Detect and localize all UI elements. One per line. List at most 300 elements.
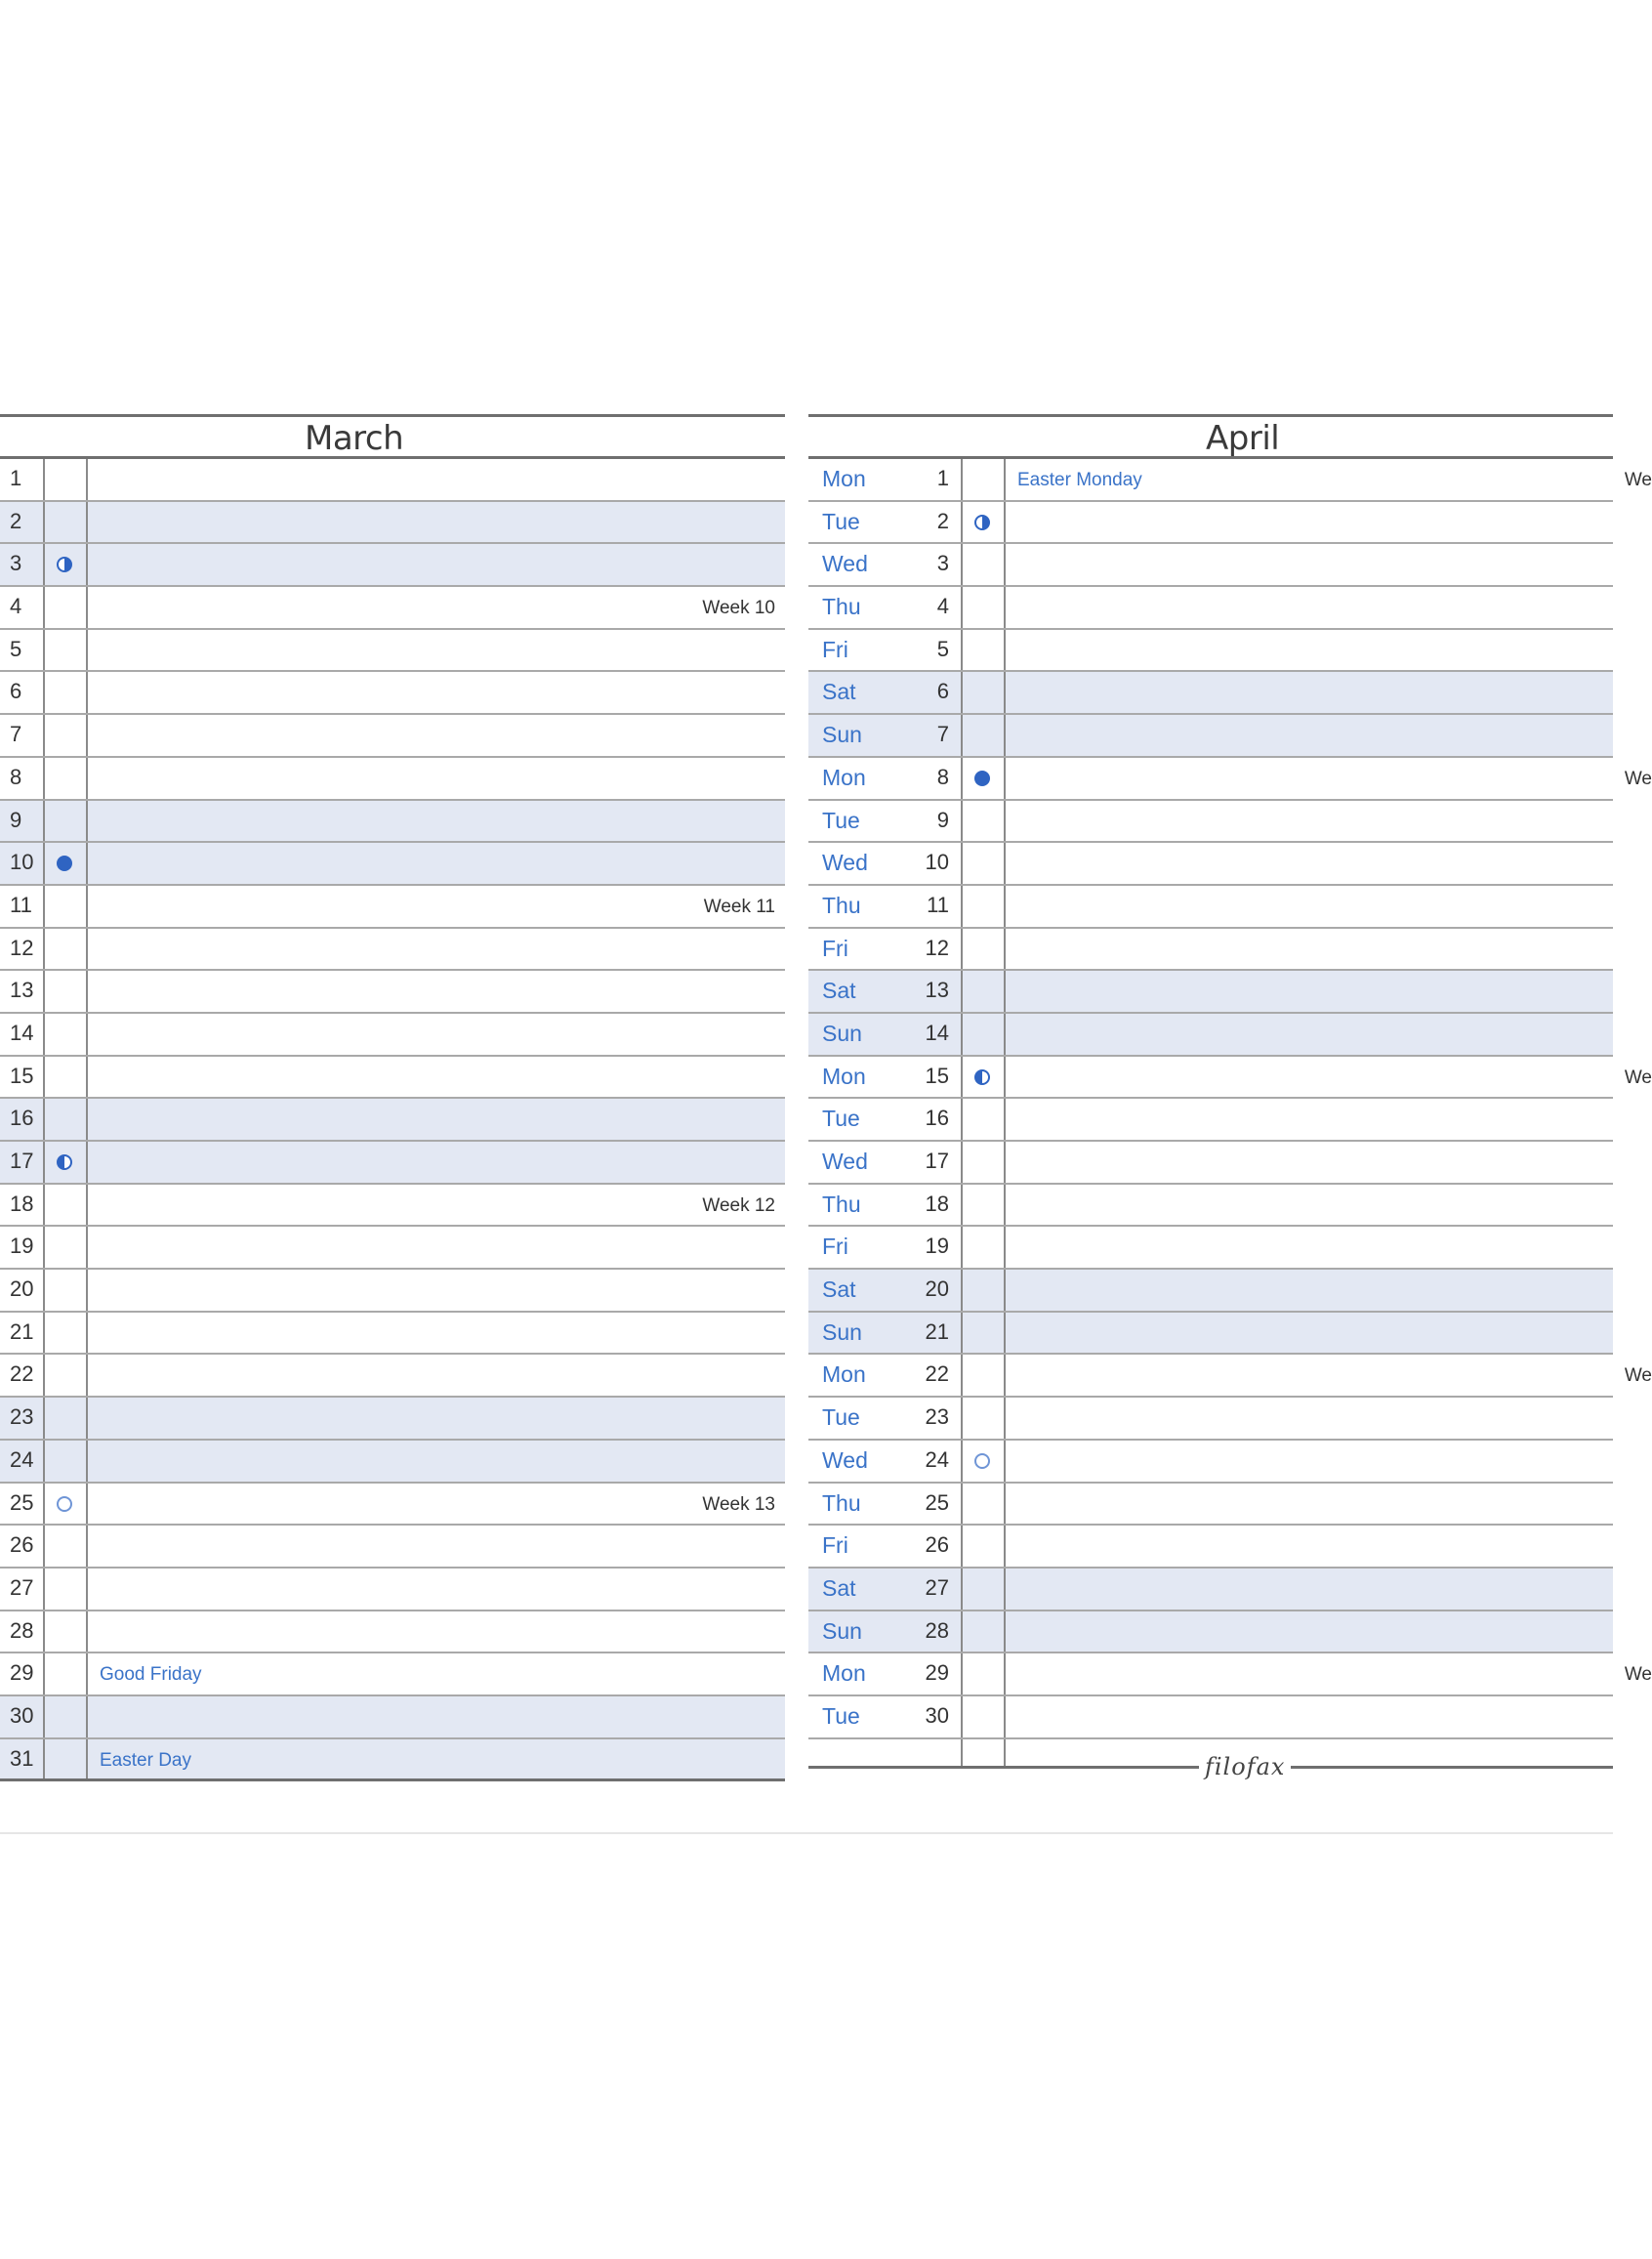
- month-title: March: [305, 419, 404, 458]
- note-area[interactable]: [88, 801, 785, 842]
- weekday-label: Thu: [822, 1489, 861, 1516]
- date-number: 14: [883, 1014, 963, 1055]
- note-area[interactable]: [1006, 502, 1613, 543]
- note-area[interactable]: [88, 1398, 785, 1439]
- date-number: 3: [0, 544, 45, 585]
- note-area[interactable]: [88, 1526, 785, 1567]
- first-quarter-moon-icon: [57, 557, 72, 572]
- new-moon-icon: [57, 1496, 72, 1512]
- moon-phase-cell: [45, 1014, 88, 1055]
- moon-phase-cell: [45, 1398, 88, 1439]
- april-footer: [808, 1739, 1613, 1782]
- day-row[interactable]: [0, 502, 785, 545]
- moon-phase-cell: [45, 929, 88, 970]
- note-area[interactable]: [1006, 1313, 1613, 1354]
- day-row[interactable]: [0, 1526, 785, 1569]
- weekday-label: Mon: [822, 1660, 866, 1687]
- day-row[interactable]: [808, 672, 1613, 715]
- note-area[interactable]: [88, 1142, 785, 1183]
- day-row[interactable]: [808, 715, 1613, 758]
- filofax-logo: filofax: [1199, 1753, 1291, 1780]
- day-row[interactable]: [0, 758, 785, 801]
- date-number: 31: [0, 1739, 45, 1779]
- date-number: 25: [0, 1484, 45, 1525]
- day-row[interactable]: [0, 1569, 785, 1611]
- date-number: 30: [0, 1696, 45, 1737]
- moon-phase-cell: [963, 1099, 1006, 1140]
- date-number: 11: [0, 886, 45, 927]
- week-number: Week 13: [702, 1493, 775, 1515]
- weekday-label: Fri: [822, 935, 848, 961]
- moon-phase-cell: [963, 715, 1006, 756]
- moon-phase-cell: [45, 843, 88, 884]
- day-row[interactable]: [0, 1398, 785, 1441]
- date-number: 1: [883, 459, 963, 500]
- moon-phase-cell: [45, 587, 88, 628]
- note-area[interactable]: [88, 1270, 785, 1311]
- date-number: 20: [0, 1270, 45, 1311]
- day-row[interactable]: [808, 587, 1613, 630]
- date-number: 15: [0, 1057, 45, 1098]
- moon-phase-cell: [45, 1696, 88, 1737]
- moon-phase-cell: [963, 971, 1006, 1012]
- date-number: 2: [0, 502, 45, 543]
- month-title: April: [1206, 419, 1280, 458]
- moon-phase-cell: [963, 1526, 1006, 1567]
- moon-phase-cell: [963, 1057, 1006, 1098]
- date-number: 30: [883, 1696, 963, 1737]
- weekday-label: Wed: [822, 850, 868, 876]
- day-row[interactable]: [0, 801, 785, 844]
- note-area[interactable]: [1006, 1185, 1613, 1226]
- date-number: 19: [883, 1227, 963, 1268]
- note-area[interactable]: [1006, 544, 1613, 585]
- moon-phase-cell: [45, 758, 88, 799]
- moon-phase-cell: [45, 1313, 88, 1354]
- april-day-list: [808, 459, 1652, 1739]
- date-number: 17: [0, 1142, 45, 1183]
- moon-phase-cell: [963, 1653, 1006, 1694]
- weekday-label: Tue: [822, 508, 860, 534]
- date-number: 26: [0, 1526, 45, 1567]
- weekday-label: Sat: [822, 679, 856, 705]
- holiday-label: Easter Day: [100, 1749, 191, 1771]
- date-number: 9: [0, 801, 45, 842]
- moon-phase-cell: [45, 1142, 88, 1183]
- weekday-label: Sat: [822, 1276, 856, 1303]
- day-row[interactable]: [0, 1227, 785, 1270]
- note-area[interactable]: [88, 1696, 785, 1737]
- moon-phase-cell: [963, 886, 1006, 927]
- note-area[interactable]: [1006, 886, 1613, 927]
- note-area[interactable]: [1006, 587, 1613, 628]
- moon-phase-cell: [963, 672, 1006, 713]
- note-area[interactable]: [88, 843, 785, 884]
- moon-phase-cell: [45, 1653, 88, 1694]
- week-number: We: [1624, 1365, 1652, 1387]
- moon-phase-cell: [45, 1185, 88, 1226]
- day-row[interactable]: [0, 1313, 785, 1356]
- date-number: 16: [883, 1099, 963, 1140]
- moon-phase-cell: [963, 1142, 1006, 1183]
- day-row[interactable]: [808, 1569, 1613, 1611]
- moon-phase-cell: [45, 886, 88, 927]
- date-number: 27: [883, 1569, 963, 1610]
- note-area[interactable]: [88, 502, 785, 543]
- date-number: 3: [883, 544, 963, 585]
- note-area[interactable]: [1006, 1355, 1652, 1396]
- day-row[interactable]: [0, 459, 785, 502]
- day-row[interactable]: [0, 587, 785, 630]
- note-area[interactable]: [1006, 1526, 1613, 1567]
- day-row[interactable]: [0, 1611, 785, 1654]
- weekday-label: Wed: [822, 1446, 868, 1473]
- moon-phase-cell: [963, 758, 1006, 799]
- weekday-label: Mon: [822, 466, 866, 491]
- moon-phase-cell: [45, 1355, 88, 1396]
- moon-phase-cell: [45, 459, 88, 500]
- last-quarter-moon-icon: [974, 1069, 990, 1085]
- moon-column-end: [963, 1739, 1006, 1767]
- date-number: 6: [0, 672, 45, 713]
- note-area[interactable]: [88, 630, 785, 671]
- note-area[interactable]: [88, 1057, 785, 1098]
- week-number: We: [1624, 768, 1652, 789]
- march-day-list: [0, 459, 785, 1781]
- date-number: 7: [0, 715, 45, 756]
- date-number: 6: [883, 672, 963, 713]
- day-row[interactable]: [0, 1185, 785, 1228]
- day-row[interactable]: [808, 1696, 1613, 1739]
- moon-phase-cell: [963, 843, 1006, 884]
- moon-phase-cell: [963, 1014, 1006, 1055]
- note-area[interactable]: [88, 929, 785, 970]
- date-number: 10: [883, 843, 963, 884]
- date-number: 22: [883, 1355, 963, 1396]
- date-column-end: [883, 1739, 963, 1767]
- new-moon-icon: [974, 1453, 990, 1469]
- day-row[interactable]: [0, 1099, 785, 1142]
- date-number: 15: [883, 1057, 963, 1098]
- day-row[interactable]: [808, 502, 1613, 545]
- moon-phase-cell: [963, 1441, 1006, 1482]
- date-number: 14: [0, 1014, 45, 1055]
- day-row[interactable]: [808, 1441, 1613, 1484]
- day-row[interactable]: [808, 929, 1613, 972]
- date-number: 4: [0, 587, 45, 628]
- date-number: 18: [0, 1185, 45, 1226]
- day-row[interactable]: [808, 1355, 1652, 1398]
- date-number: 18: [883, 1185, 963, 1226]
- note-area[interactable]: [1006, 843, 1613, 884]
- date-number: 13: [883, 971, 963, 1012]
- day-row[interactable]: [0, 630, 785, 673]
- date-number: 26: [883, 1526, 963, 1567]
- note-area[interactable]: [1006, 1484, 1613, 1525]
- note-area[interactable]: [88, 1611, 785, 1652]
- full-moon-icon: [974, 771, 990, 786]
- moon-phase-cell: [963, 1355, 1006, 1396]
- day-row[interactable]: [808, 1227, 1613, 1270]
- day-row[interactable]: [808, 1484, 1613, 1527]
- moon-phase-cell: [963, 1398, 1006, 1439]
- holiday-label: Good Friday: [100, 1664, 202, 1686]
- date-number: 29: [0, 1653, 45, 1694]
- week-number: We: [1624, 1664, 1652, 1686]
- date-number: 12: [883, 929, 963, 970]
- day-row[interactable]: [0, 971, 785, 1014]
- day-row[interactable]: [808, 1142, 1613, 1185]
- weekday-label: Thu: [822, 892, 861, 918]
- date-number: 4: [883, 587, 963, 628]
- note-area[interactable]: [88, 886, 785, 927]
- note-area[interactable]: [88, 1227, 785, 1268]
- day-row[interactable]: [0, 1696, 785, 1739]
- note-area[interactable]: [1006, 1270, 1613, 1311]
- note-area[interactable]: [1006, 459, 1652, 500]
- weekday-label: Sun: [822, 1617, 862, 1644]
- moon-phase-cell: [963, 544, 1006, 585]
- day-row[interactable]: [0, 1057, 785, 1100]
- moon-phase-cell: [45, 502, 88, 543]
- moon-phase-cell: [963, 1270, 1006, 1311]
- date-number: 17: [883, 1142, 963, 1183]
- moon-phase-cell: [45, 971, 88, 1012]
- moon-phase-cell: [45, 1057, 88, 1098]
- first-quarter-moon-icon: [974, 515, 990, 530]
- weekday-label: Fri: [822, 636, 848, 662]
- date-number: 28: [0, 1611, 45, 1652]
- weekday-label: Tue: [822, 1702, 860, 1729]
- weekday-label: Sun: [822, 1020, 862, 1046]
- day-row[interactable]: [808, 843, 1613, 886]
- day-row[interactable]: [0, 1653, 785, 1696]
- moon-phase-cell: [45, 801, 88, 842]
- date-number: 29: [883, 1653, 963, 1694]
- note-area[interactable]: [1006, 1441, 1613, 1482]
- moon-phase-cell: [963, 459, 1006, 500]
- note-area[interactable]: [1006, 1057, 1652, 1098]
- day-row[interactable]: [808, 544, 1613, 587]
- week-number: We: [1624, 1067, 1652, 1088]
- note-area[interactable]: [1006, 715, 1613, 756]
- note-area[interactable]: [88, 1355, 785, 1396]
- date-number: 20: [883, 1270, 963, 1311]
- note-area[interactable]: [1006, 1398, 1613, 1439]
- day-row[interactable]: [808, 1099, 1613, 1142]
- day-row[interactable]: [0, 929, 785, 972]
- note-area[interactable]: [1006, 801, 1613, 842]
- date-number: 24: [883, 1441, 963, 1482]
- date-number: 8: [0, 758, 45, 799]
- moon-phase-cell: [963, 1484, 1006, 1525]
- note-area[interactable]: [1006, 1099, 1613, 1140]
- note-area[interactable]: [88, 1441, 785, 1482]
- day-row[interactable]: [808, 1057, 1652, 1100]
- note-area[interactable]: [88, 1099, 785, 1140]
- week-number: Week 11: [703, 896, 775, 917]
- week-number: Week 12: [702, 1194, 775, 1216]
- moon-phase-cell: [963, 929, 1006, 970]
- date-number: 21: [883, 1313, 963, 1354]
- holiday-label: Easter Monday: [1017, 470, 1142, 490]
- moon-phase-cell: [45, 630, 88, 671]
- note-area[interactable]: [1006, 1696, 1613, 1737]
- day-row[interactable]: [808, 801, 1613, 844]
- note-area[interactable]: [88, 758, 785, 799]
- month-header: [0, 414, 785, 459]
- date-number: 10: [0, 843, 45, 884]
- day-row[interactable]: [0, 672, 785, 715]
- date-number: 22: [0, 1355, 45, 1396]
- day-row[interactable]: [808, 1270, 1613, 1313]
- day-row[interactable]: [808, 971, 1613, 1014]
- weekday-label: Tue: [822, 1106, 860, 1132]
- date-number: 27: [0, 1569, 45, 1610]
- moon-phase-cell: [963, 1313, 1006, 1354]
- note-area[interactable]: [88, 587, 785, 628]
- day-row[interactable]: [0, 1355, 785, 1398]
- note-area[interactable]: [88, 672, 785, 713]
- moon-phase-cell: [963, 630, 1006, 671]
- note-area[interactable]: [88, 1653, 785, 1694]
- moon-phase-cell: [45, 1739, 88, 1779]
- moon-phase-cell: [45, 1611, 88, 1652]
- weekday-label: Wed: [822, 551, 868, 577]
- note-area[interactable]: [1006, 630, 1613, 671]
- day-row[interactable]: [0, 1441, 785, 1484]
- note-area[interactable]: [1006, 1014, 1613, 1055]
- moon-phase-cell: [45, 672, 88, 713]
- date-number: 16: [0, 1099, 45, 1140]
- full-moon-icon: [57, 856, 72, 871]
- date-number: 8: [883, 758, 963, 799]
- weekday-label: Mon: [822, 1063, 866, 1089]
- date-number: 21: [0, 1313, 45, 1354]
- note-area[interactable]: [88, 1014, 785, 1055]
- month-header: [808, 414, 1613, 459]
- note-area[interactable]: [88, 1313, 785, 1354]
- day-row[interactable]: [808, 1398, 1613, 1441]
- date-number: 2: [883, 502, 963, 543]
- day-row[interactable]: [0, 1484, 785, 1527]
- week-number: We: [1624, 470, 1652, 490]
- day-row[interactable]: [808, 1313, 1613, 1356]
- date-number: 5: [0, 630, 45, 671]
- day-row[interactable]: [0, 1270, 785, 1313]
- moon-phase-cell: [45, 1569, 88, 1610]
- day-row[interactable]: [808, 886, 1613, 929]
- day-row[interactable]: [0, 544, 785, 587]
- date-number: 28: [883, 1611, 963, 1652]
- day-row[interactable]: [808, 1611, 1613, 1654]
- day-row[interactable]: [808, 459, 1652, 502]
- weekday-label: Wed: [822, 1149, 868, 1174]
- moon-phase-cell: [963, 1569, 1006, 1610]
- note-area[interactable]: [88, 715, 785, 756]
- note-area[interactable]: [88, 544, 785, 585]
- day-row[interactable]: [0, 1014, 785, 1057]
- moon-phase-cell: [45, 1484, 88, 1525]
- april-page: [808, 414, 1652, 1782]
- date-number: 24: [0, 1441, 45, 1482]
- weekday-label: Mon: [822, 1361, 866, 1388]
- march-page: [0, 414, 785, 1781]
- note-area[interactable]: [1006, 1569, 1613, 1610]
- day-row[interactable]: [0, 886, 785, 929]
- note-area[interactable]: [88, 1484, 785, 1525]
- note-area[interactable]: [88, 1569, 785, 1610]
- day-row[interactable]: [808, 1185, 1613, 1228]
- moon-phase-cell: [963, 1696, 1006, 1737]
- note-area[interactable]: [1006, 672, 1613, 713]
- date-number: 25: [883, 1484, 963, 1525]
- day-row[interactable]: [808, 1014, 1613, 1057]
- weekday-label: Sat: [822, 978, 856, 1004]
- day-row[interactable]: [808, 1653, 1652, 1696]
- moon-phase-cell: [45, 715, 88, 756]
- moon-phase-cell: [963, 587, 1006, 628]
- moon-phase-cell: [963, 502, 1006, 543]
- page-separator: [0, 1832, 1613, 1834]
- date-number: 23: [0, 1398, 45, 1439]
- day-row[interactable]: [0, 1739, 785, 1782]
- date-number: 1: [0, 459, 45, 500]
- note-area[interactable]: [1006, 1611, 1613, 1652]
- date-number: 11: [883, 886, 963, 927]
- note-area[interactable]: [88, 971, 785, 1012]
- weekday-label: Sun: [822, 722, 862, 748]
- week-number: Week 10: [702, 598, 775, 619]
- day-row[interactable]: [0, 1142, 785, 1185]
- note-area[interactable]: [1006, 1653, 1652, 1694]
- weekday-label: Fri: [822, 1234, 848, 1260]
- date-number: 5: [883, 630, 963, 671]
- weekday-label: Tue: [822, 807, 860, 833]
- day-row[interactable]: [808, 758, 1652, 801]
- moon-phase-cell: [45, 1441, 88, 1482]
- date-number: 12: [0, 929, 45, 970]
- note-area[interactable]: [88, 459, 785, 500]
- day-row[interactable]: [0, 715, 785, 758]
- day-row[interactable]: [0, 843, 785, 886]
- day-row[interactable]: [808, 1526, 1613, 1569]
- note-area[interactable]: [1006, 1142, 1613, 1183]
- note-area[interactable]: [1006, 971, 1613, 1012]
- moon-phase-cell: [45, 544, 88, 585]
- moon-phase-cell: [45, 1526, 88, 1567]
- moon-phase-cell: [963, 801, 1006, 842]
- moon-phase-cell: [45, 1270, 88, 1311]
- note-area[interactable]: [1006, 1227, 1613, 1268]
- moon-phase-cell: [45, 1099, 88, 1140]
- moon-phase-cell: [963, 1611, 1006, 1652]
- date-number: 7: [883, 715, 963, 756]
- note-area[interactable]: [88, 1185, 785, 1226]
- day-row[interactable]: [808, 630, 1613, 673]
- weekday-label: Fri: [822, 1532, 848, 1559]
- weekday-label: Thu: [822, 594, 861, 620]
- weekday-label: Thu: [822, 1191, 861, 1217]
- note-area[interactable]: [1006, 758, 1652, 799]
- moon-phase-cell: [963, 1227, 1006, 1268]
- moon-phase-cell: [963, 1185, 1006, 1226]
- date-number: 23: [883, 1398, 963, 1439]
- moon-phase-cell: [45, 1227, 88, 1268]
- note-area[interactable]: [88, 1739, 785, 1779]
- note-area[interactable]: [1006, 929, 1613, 970]
- weekday-label: Tue: [822, 1404, 860, 1431]
